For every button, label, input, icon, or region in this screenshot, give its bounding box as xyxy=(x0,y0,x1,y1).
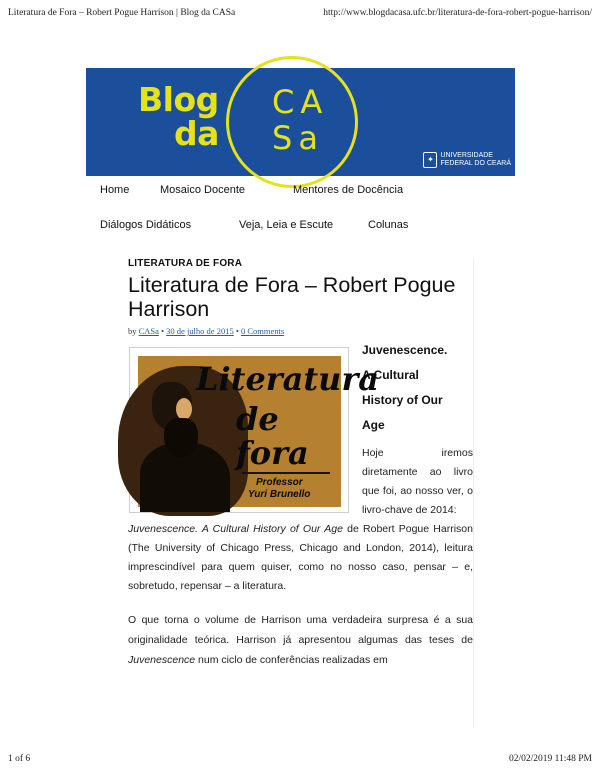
poster-subtitle-line2: Yuri Brunello xyxy=(248,489,311,500)
byline-separator-2: • xyxy=(235,326,239,336)
print-footer xyxy=(8,754,592,764)
article-category[interactable]: LITERATURA DE FORA xyxy=(128,258,243,269)
nav-item-dialogos-didaticos[interactable]: Diálogos Didáticos xyxy=(100,219,192,231)
book-title: Juvenescence. A Cultural History of Our Age xyxy=(128,523,343,535)
section-heading-line2: A Cultural xyxy=(362,368,419,382)
site-banner[interactable] xyxy=(86,68,515,176)
university-line2: FEDERAL DO CEARÁ xyxy=(440,160,511,167)
section-heading-line1: Juvenescence. xyxy=(362,343,448,357)
main-nav xyxy=(100,184,500,254)
university-line1: UNIVERSIDADE xyxy=(440,152,493,159)
nav-item-home[interactable]: Home xyxy=(100,184,130,196)
poster-figure-face xyxy=(176,398,192,420)
article xyxy=(128,258,474,728)
body-paragraph-2-text-a: O que torna o volume de Harrison uma verdadeira surpresa é a sua originalidade teórica. Harrison já apresentou algumas das teses de xyxy=(128,614,473,646)
intro-paragraph: Hoje iremos diretamente ao livro que foi, ao nosso ver, o livro-chave de 2014: xyxy=(362,447,473,516)
byline-separator: • xyxy=(161,326,165,336)
logo-casa-line2: Sa xyxy=(272,119,324,157)
section-heading-line4: Age xyxy=(362,418,385,432)
print-header-url: http://www.blogdacasa.ufc.br/literatura-de-fora-robert-pogue-harrison/ xyxy=(323,8,592,18)
article-title: Literatura de Fora – Robert Pogue Harrison xyxy=(128,273,456,321)
blog-logo-text xyxy=(138,80,219,153)
poster-title-line1: Literatura xyxy=(196,360,380,398)
university-logo xyxy=(423,152,511,168)
body-paragraph-2 xyxy=(128,610,473,670)
comments-link[interactable]: 0 Comments xyxy=(240,326,285,336)
print-header-title: Literatura de Fora – Robert Pogue Harrison | Blog da CASa xyxy=(8,8,236,18)
nav-item-mosaico-docente[interactable]: Mosaico Docente xyxy=(160,184,245,196)
body-paragraph-2-text-b: num ciclo de conferências realizadas em xyxy=(195,654,388,666)
university-name xyxy=(440,152,511,168)
page-counter: 1 of 6 xyxy=(8,754,31,764)
nav-item-mentores-de-docencia[interactable]: Mentores de Docência xyxy=(293,184,404,196)
nav-row-1 xyxy=(100,184,500,219)
body-paragraph-1 xyxy=(128,520,473,596)
nav-item-colunas[interactable]: Colunas xyxy=(368,219,409,231)
book-title-short: Juvenescence xyxy=(128,654,196,666)
poster-figure-beard xyxy=(164,418,198,458)
logo-casa-line1: CA xyxy=(272,83,329,121)
article-byline xyxy=(128,326,473,336)
date-link[interactable]: 30 de julho de 2015 xyxy=(166,326,234,336)
byline-prefix: by xyxy=(128,326,137,336)
nav-item-veja-leia-escute[interactable]: Veja, Leia e Escute xyxy=(239,219,334,231)
poster-title-line2: de fora xyxy=(236,400,309,472)
poster-divider xyxy=(242,472,330,474)
logo-da-word: da xyxy=(174,114,219,153)
university-seal-icon: ✦ xyxy=(423,152,437,168)
casa-logo-text xyxy=(272,84,328,156)
print-header xyxy=(8,8,592,18)
body-paragraph-1-text: de Robert Pogue Harrison (The University of Chicago Press, Chicago and London, 2014), leitura imprescindível para quem quiser, como no nosso caso, pensar – e, sobretudo, repensar – a literatura. xyxy=(128,523,473,592)
print-datetime: 02/02/2019 11:48 PM xyxy=(508,754,592,764)
nav-row-2 xyxy=(100,219,500,254)
author-link[interactable]: CASa xyxy=(138,326,159,336)
section-heading-line3: History of Our xyxy=(362,393,443,407)
logo-blog-word: Blog xyxy=(138,80,219,119)
poster-subtitle-line1: Professor xyxy=(256,477,303,488)
